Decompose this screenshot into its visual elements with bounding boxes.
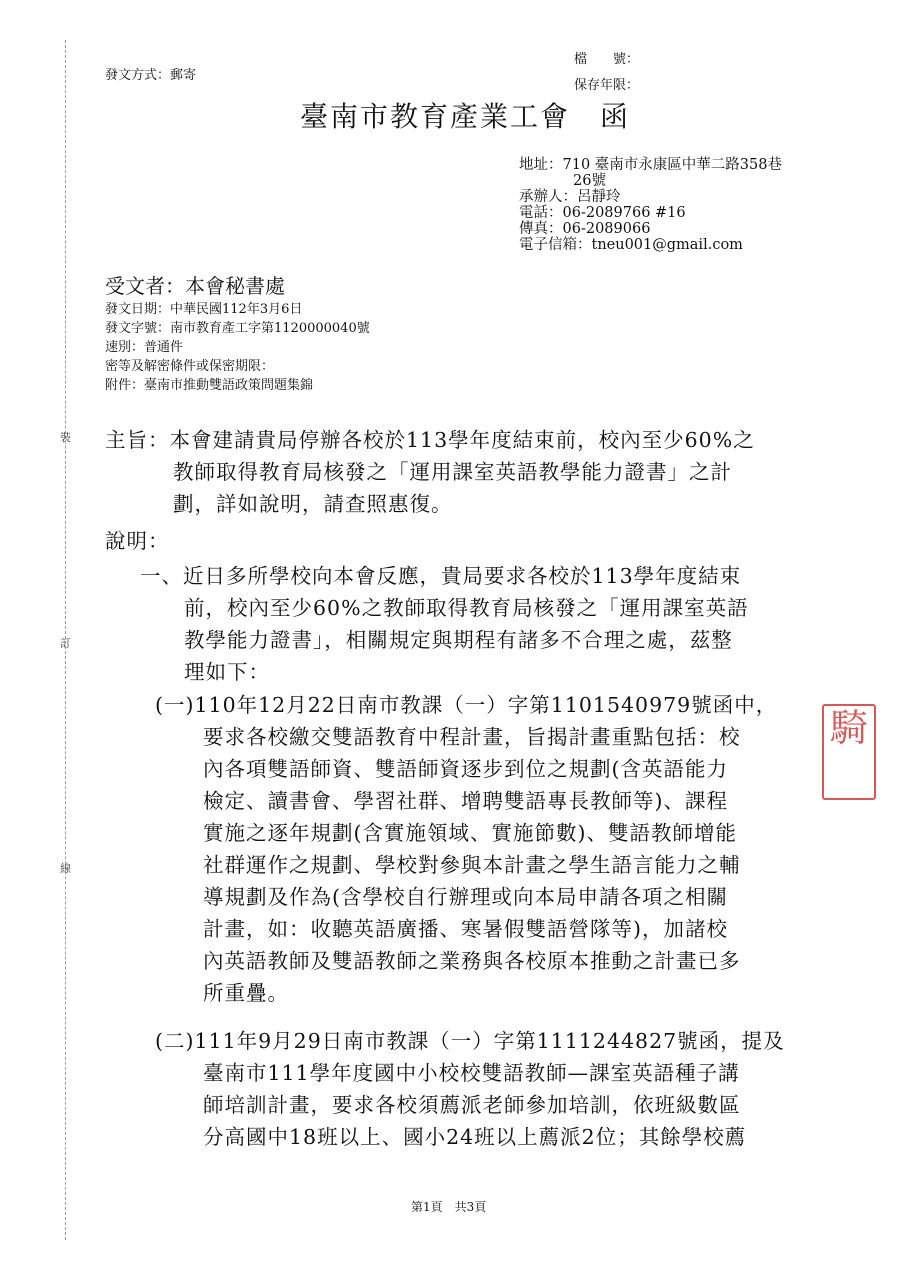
- paragraph-line: 導規劃及作為(含學校自行辦理或向本局申請各項之相關: [203, 885, 728, 909]
- paragraph-line: 師培訓計畫，要求各校須薦派老師參加培訓，依班級數區: [203, 1093, 741, 1117]
- subject-block: [105, 424, 755, 520]
- paragraph-line: 內英語教師及雙語教師之業務與各校原本推動之計畫已多: [203, 949, 741, 973]
- address-line1: 地址：710 臺南市永康區中華二路358巷: [519, 157, 782, 173]
- paragraph-line: 要求各校繳交雙語教育中程計畫，旨揭計畫重點包括：校: [203, 725, 741, 749]
- page-footer: 第1頁 共3頁: [411, 1200, 487, 1214]
- paragraph-line: 分高國中18班以上、國小24班以上薦派2位；其餘學校薦: [203, 1125, 747, 1149]
- phone: 電話：06-2089766 #16: [519, 205, 686, 221]
- file-number-label: 檔 號：: [574, 52, 640, 67]
- attachment: 附件：臺南市推動雙語政策問題集錦: [105, 378, 314, 393]
- speed: 速別：普通件: [105, 340, 184, 355]
- handler: 承辦人：呂靜玲: [519, 189, 621, 205]
- subject-line: 劃，詳如說明，請查照惠復。: [173, 492, 453, 516]
- send-method: 發文方式：郵寄: [105, 68, 197, 83]
- retention-label: 保存年限：: [574, 78, 640, 93]
- secrecy: 密等及解密條件或保密期限：: [105, 359, 275, 374]
- paragraph-line: 理如下：: [184, 660, 270, 684]
- paragraph-line: 檢定、讀書會、學習社群、增聘雙語專長教師等)、課程: [203, 789, 728, 813]
- red-seal-stamp: [822, 704, 876, 800]
- paragraph-line: 社群運作之規劃、學校對參與本計畫之學生語言能力之輔: [203, 853, 741, 877]
- subject-line: 主旨：本會建請貴局停辦各校於113學年度結束前，校內至少60%之: [105, 428, 755, 452]
- paragraph-line: 教學能力證書」，相關規定與期程有諸多不合理之處，茲整: [184, 628, 733, 652]
- fax: 傳真：06-2089066: [519, 221, 651, 237]
- paragraph-line: 內各項雙語師資、雙語師資逐步到位之規劃(含英語能力: [203, 757, 728, 781]
- explanation-item-1: [140, 560, 749, 688]
- margin-mark-zhuang: 裝: [60, 431, 71, 444]
- contact-block: [519, 157, 782, 253]
- margin-mark-xian: 線: [60, 862, 71, 875]
- email: 電子信箱：tneu001@gmail.com: [519, 237, 743, 253]
- subject-line: 教師取得教育局核發之「運用課室英語教學能力證書」之計: [173, 460, 732, 484]
- explanation-label: 說明：: [105, 529, 170, 553]
- meta-block: [105, 300, 370, 395]
- paragraph-line: (二)111年9月29日南市教課（一）字第1111244827號函，提及: [155, 1029, 785, 1053]
- paragraph-line: 所重疊。: [203, 981, 289, 1005]
- paragraph-line: (一)110年12月22日南市教課（一）字第1101540979號函中，: [155, 693, 778, 717]
- paragraph-line: 實施之逐年規劃(含實施領域、實施節數)、雙語教師增能: [203, 821, 737, 845]
- recipient: 受文者：本會秘書處: [105, 274, 285, 298]
- address-line2: 26號: [573, 173, 606, 189]
- margin-mark-ding: 訂: [60, 637, 71, 650]
- paragraph-line: 臺南市111學年度國中小校校雙語教師—課室英語種子講: [203, 1061, 740, 1085]
- paragraph-line: 前，校內至少60%之教師取得教育局核發之「運用課室英語: [184, 596, 749, 620]
- paragraph-line: 計畫，如：收聽英語廣播、寒暑假雙語營隊等)，加諸校: [203, 917, 728, 941]
- explanation-sub-1: [155, 689, 777, 1009]
- explanation-sub-2: [155, 1025, 785, 1153]
- paragraph-line: 一、近日多所學校向本會反應，貴局要求各校於113學年度結束: [140, 564, 742, 588]
- reference-number: 發文字號：南市教育產工字第1120000040號: [105, 321, 370, 336]
- document-title: 臺南市教育產業工會 函: [300, 100, 631, 133]
- seal-text: 騎: [829, 706, 868, 750]
- send-date: 發文日期：中華民國112年3月6日: [105, 302, 303, 317]
